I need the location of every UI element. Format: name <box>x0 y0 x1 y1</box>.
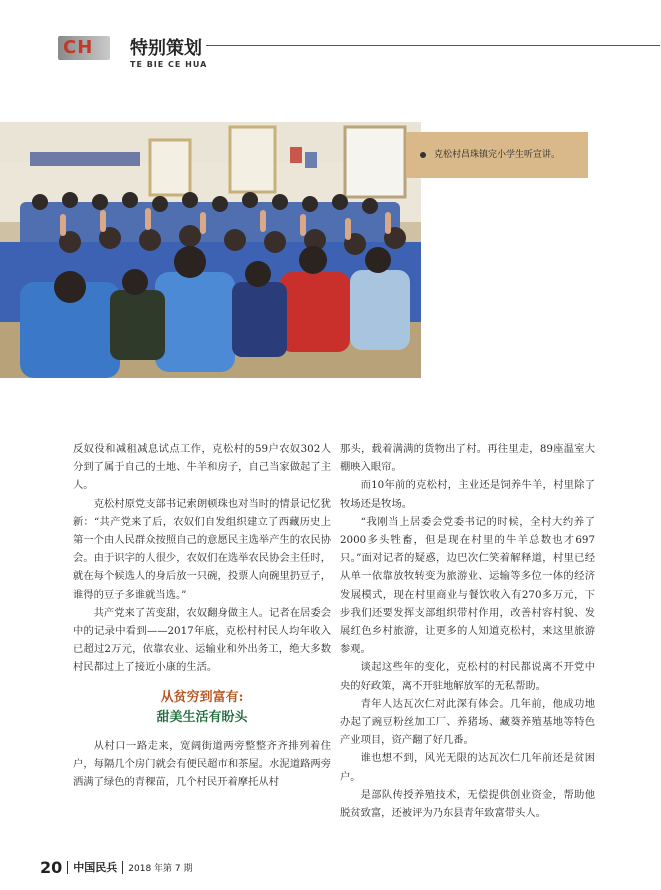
right-paragraph-7: 是部队传授养殖技术，无偿提供创业资金，帮助他脱贫致富，还被评为乃东县青年致富带头人。 <box>340 788 595 820</box>
section-title: 特别策划 <box>130 38 202 59</box>
footer-divider <box>67 861 68 874</box>
right-paragraph-4: 谈起这些年的变化，克松村的村民都说离不开党中央的好政策，离不开驻地解放军的无私帮助。 <box>340 661 595 692</box>
caption-bullet-icon <box>420 152 426 158</box>
photo-caption-box <box>406 132 588 178</box>
section-subhead-kicker: 从贫穷到富有: <box>160 689 244 705</box>
right-paragraph-2: 而10年前的克松村，主业还是饲养牛羊，村里除了牧场还是牧场。 <box>340 479 595 510</box>
section-badge <box>58 36 110 60</box>
page-header <box>30 24 660 72</box>
page-number: 20 <box>40 857 63 877</box>
left-paragraph-1: 反奴役和减租减息试点工作，克松村的59户农奴302人分到了属于自己的土地、牛羊和房子，自己当家做起了主人。 <box>73 443 331 492</box>
magazine-name: 中国民兵 <box>73 861 118 874</box>
right-paragraph-6: 谁也想不到，风光无限的达瓦次仁几年前还是贫困户。 <box>340 752 595 783</box>
article-photo <box>0 122 421 378</box>
header-rule <box>206 45 660 46</box>
classroom-photo-illustration <box>0 122 421 378</box>
article-column-right <box>340 440 595 822</box>
right-paragraph-5: 青年人达瓦次仁对此深有体会。几年前，他成功地办起了豌豆粉丝加工厂、养猪场、藏葵养殖基地等特色产业项目，资产翻了好几番。 <box>340 697 595 747</box>
left-paragraph-2: 克松村原党支部书记索朗顿珠也对当时的情景记忆犹新：“共产党来了后，农奴们自发组织建立了西藏历史上第一个由人民群众按照自己的意愿民主选举产生的农民协会。由于识字的人很少，农奴们在选举农民协会主任时，就在每个候选人的身后放一只碗，投票人向碗里扔豆子，谁得的豆子多谁就当选。” <box>73 497 331 601</box>
left-paragraph-4: 从村口一路走来，宽阔街道两旁整整齐齐排列着住户，每隔几个房门就会有便民超市和茶屋。水泥道路两旁洒满了绿色的青稞苗，几个村民开着摩托从村 <box>73 740 331 789</box>
article-column-left <box>73 440 331 792</box>
right-paragraph-1: 那头，载着满满的货物出了村。再往里走，89座温室大棚映入眼帘。 <box>340 443 595 474</box>
left-paragraph-3: 共产党来了苦变甜，农奴翻身做主人。记者在居委会中的记录中看到——2017年底，克松村村民人均年收入已超过2万元，依靠农业、运输业和外出务工，绝大多数村民都过上了接近小康的生活。 <box>73 606 331 674</box>
right-paragraph-3: “我刚当上居委会党委书记的时候，全村大约养了2000多头牲畜，但是现在村里的牛羊总数也才697只。”面对记者的疑惑，边巴次仁笑着解释道，村里已经从单一依靠放牧转变为旅游业、运输等多位一体的经济发展模式，现在村里商业与餐饮收入有270多万元，下步我们还要发挥支部组织带村作用，改善村容村貌、发展红色乡村旅游，让更多的人知道克松村，来这里旅游参观。 <box>340 515 595 656</box>
footer-divider <box>122 861 123 874</box>
issue-label: 2018 年第 7 期 <box>128 863 193 874</box>
section-subtitle: TE BIE CE HUA <box>130 60 208 69</box>
page-footer <box>40 858 192 876</box>
photo-caption: 克松村昌珠镇完小学生听宣讲。 <box>434 150 561 160</box>
section-subhead-title: 甜美生活有盼头 <box>156 709 248 725</box>
section-badge-text: CH <box>63 37 94 58</box>
